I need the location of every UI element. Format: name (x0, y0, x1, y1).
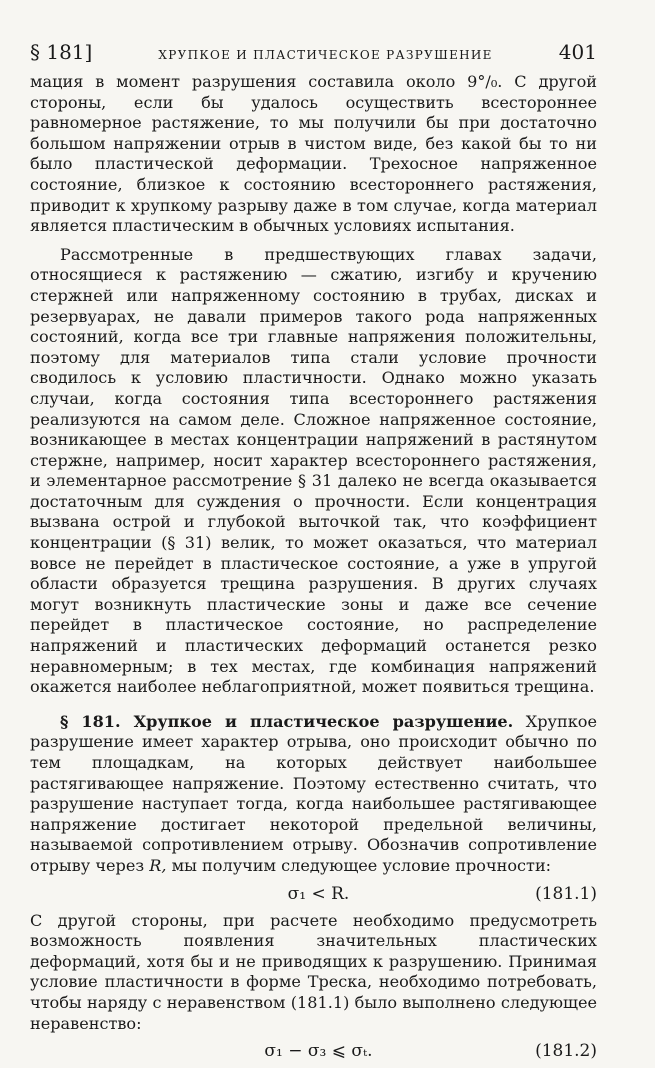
equation-formula: σ₁ < R. (287, 883, 350, 904)
page-number: 401 (558, 40, 597, 64)
paragraph-section-181 (30, 712, 597, 877)
section-heading: § 181. Хрупкое и пластическое разрушение. (60, 711, 514, 731)
paragraph-tail: мы получим следующее условие прочности: (171, 855, 552, 875)
equation-number: (181.2) (535, 1041, 597, 1062)
equation-181-2 (30, 1034, 597, 1068)
paragraph-tresca: С другой стороны, при расчете необходимо предусмотреть возможность появления значительных пластических деформаций, хотя бы и не приводящих к разрушению. Принимая условие пластичности в форме Треска, необходимо потребовать, чтобы наряду с неравенством (181.1) было выполнено следующее неравенство: (30, 910, 597, 1033)
header-title: ХРУПКОЕ И ПЛАСТИЧЕСКОЕ РАЗРУШЕНИЕ (158, 48, 493, 62)
equation-181-1 (30, 877, 597, 911)
running-header (30, 40, 597, 66)
paragraph-continued: мация в момент разрушения составила около 9°/₀. С другой стороны, если бы удалось осуществить всестороннее равномерное растяжение, то мы получили бы при достаточно большом напряжении отрыв в чистом виде, без какой бы то ни было пластической деформации. Трехосное напряженное состояние, близкое к состоянию всестороннего растяжения, приводит к хрупкому разрыву даже в том случае, когда материал является пластическим в обычных условиях испытания. (30, 72, 597, 236)
header-section-ref: § 181] (30, 40, 93, 64)
symbol-r: R, (149, 855, 167, 875)
paragraph-examples: Рассмотренные в предшествующих главах задачи, относящиеся к растяжению — сжатию, изгибу и кручению стержней или напряженному состоянию в трубах, дисках и резервуарах, не давали примеров такого рода напряженных состояний, когда все три главные напряжения положительны, поэтому для материалов типа стали условие прочности сводилось к условию пластичности. Однако можно указать случаи, когда состояния типа всестороннего растяжения реализуются на самом деле. Сложное напряженное состояние, возникающее в местах концентрации напряжений в растянутом стержне, например, носит характер всестороннего растяжения, и элементарное рассмотрение § 31 далеко не всегда оказывается достаточным для суждения о прочности. Если концентрация вызвана острой и глубокой выточкой так, что коэффициент концентрации (§ 31) велик, то может оказаться, что материал вовсе не перейдет в пластическое состояние, а уже в упругой области образуется трещина разрушения. В других случаях могут возникнуть пластические зоны и даже все сечение перейдет в пластическое состояние, но распределение напряжений и пластических деформаций останется резко неравномерным; в тех местах, где комбинация напряжений окажется наиболее неблагоприятной, может появиться трещина. (30, 244, 597, 697)
equation-formula: σ₁ − σ₃ ⩽ σₜ. (264, 1041, 373, 1062)
page-body (30, 72, 597, 1068)
equation-number: (181.1) (535, 883, 597, 904)
paragraph-text: Хрупкое разрушение имеет характер отрыва, оно происходит обычно по тем площадкам, на которых действует наибольшее растягивающее напряжение. Поэтому естественно считать, что разрушение наступает тогда, когда наибольшее растягивающее напряжение достигает некоторой предельной величины, называемой сопротивлением отрыву. Обозначив сопротивление отрыву через (30, 711, 597, 875)
